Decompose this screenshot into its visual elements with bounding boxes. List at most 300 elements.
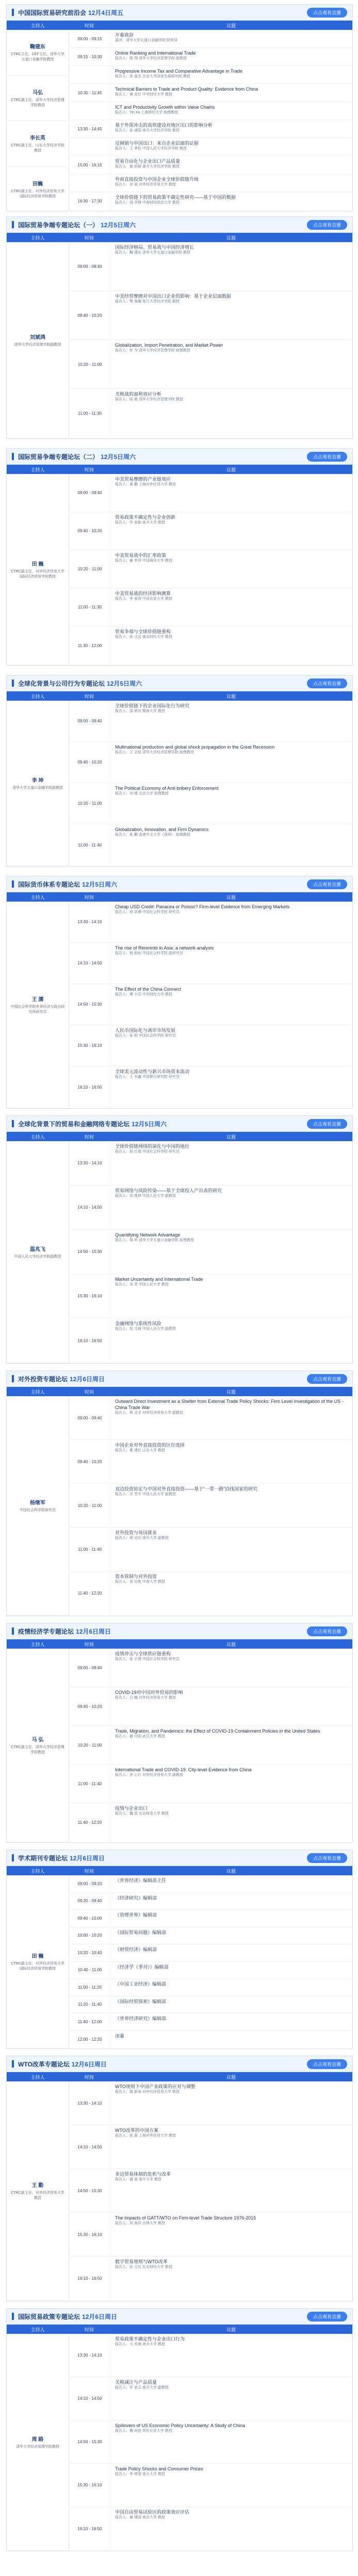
agenda-time: 14:10 - 14:50 (69, 943, 111, 984)
agenda-topic: Globalization, Innovation, and Firm Dynamics (115, 827, 209, 832)
watch-live-button[interactable]: 点击观看直播 (307, 8, 347, 18)
topic-column-header: 议题 (226, 1641, 236, 1647)
agenda-topic-cell (111, 2013, 352, 2030)
topic-column-header: 议题 (226, 1868, 236, 1874)
title-accent-bar (12, 880, 14, 888)
agenda-topic: 全球美元流动性与新兴市场资本流动 (115, 1069, 190, 1074)
column-header (7, 2072, 352, 2081)
agenda-topic: Globalization, Import Penetration, and Market Power (115, 343, 223, 348)
agenda-row (69, 701, 352, 742)
section-header (7, 217, 352, 233)
watch-live-button[interactable]: 点击观看直播 (307, 1119, 347, 1129)
watch-live-button[interactable]: 点击观看直播 (307, 1853, 347, 1863)
agenda-speaker: 报告人：张 明 中国社会科学院 研究员 (115, 1034, 176, 1038)
agenda-row (69, 783, 352, 824)
time-column-header: 时间 (84, 23, 94, 28)
forum-section (6, 216, 353, 439)
agenda-row (69, 1962, 352, 1979)
agenda-topic: 中国企业对外直接投资的区位选择 (115, 1443, 185, 1448)
agenda-speaker: 报告人：魏 浩 北京师范大学 教授 (115, 1812, 169, 1816)
chair-box (7, 902, 69, 1108)
forum-section (6, 876, 353, 1109)
agenda-topic-cell (111, 902, 352, 942)
agenda-topic-cell (111, 2081, 352, 2125)
agenda-row (69, 174, 352, 192)
section-body (7, 30, 352, 210)
watch-live-button[interactable]: 点击观看直播 (307, 679, 347, 688)
agenda-topic-cell (111, 48, 352, 65)
agenda-topic-cell (111, 1687, 352, 1725)
agenda-speaker: 报告人：刘 维林 中国人民大学 副教授 (115, 1194, 176, 1198)
agenda-topic-cell (111, 84, 352, 101)
chair-name: 杨继军 (30, 1500, 45, 1506)
section-header (7, 1850, 352, 1866)
chair-name: 王 濡 (31, 996, 44, 1003)
agenda-topic-cell (111, 2169, 352, 2212)
time-column-header: 时间 (84, 467, 94, 472)
chair-name: 温兆飞 (30, 1246, 45, 1252)
forum-section (6, 448, 353, 666)
agenda-time: 11:00 - 11:20 (69, 1979, 111, 1996)
section-date: 12月5日周六 (82, 880, 118, 888)
agenda-row (69, 1318, 352, 1363)
chair-desc: 中国社会科学院世界经济与政治研究所研究员 (10, 1005, 65, 1014)
agenda-topic: 《世界经济》编辑部主任 (115, 1878, 167, 1883)
agenda-time: 09:00 - 09:20 (69, 1875, 111, 1892)
time-column-header: 时间 (84, 1134, 94, 1140)
agenda-row (69, 1979, 352, 1996)
agenda-topic: COVID-19对中国对外贸易的影响 (115, 1690, 183, 1695)
column-header (7, 691, 352, 701)
watch-live-button[interactable]: 点击观看直播 (307, 452, 347, 462)
agenda-topic-cell (111, 550, 352, 588)
agenda-topic-cell (111, 1274, 352, 1318)
agenda-topic: 开幕致辞 (115, 32, 134, 38)
watch-live-button[interactable]: 点击观看直播 (307, 220, 347, 230)
chair-name: 王 勤 (31, 2183, 44, 2189)
agenda-topic: 双边投资协定与中国对外直接投资——基于“一带一路”沿线国家的研究 (115, 1486, 257, 1492)
agenda-row (69, 1025, 352, 1066)
agenda-topic-cell (111, 1765, 352, 1803)
agenda-topic-cell (111, 2334, 352, 2377)
agenda-time: 09:00 - 09:40 (69, 701, 111, 741)
forum-section (6, 1370, 353, 1616)
agenda-topic: 《世界经济研究》编辑部 (115, 2016, 167, 2021)
chair-column (7, 242, 69, 438)
title-accent-bar (12, 9, 14, 16)
agenda-rows (69, 701, 352, 866)
section-title (12, 1120, 167, 1128)
agenda-topic-cell (111, 2377, 352, 2420)
chair-name: 李长英 (30, 135, 45, 142)
chair-column-header: 主持人 (30, 2327, 45, 2332)
agenda-topic-cell (111, 30, 352, 47)
time-column-header: 时间 (84, 1641, 94, 1647)
agenda-row (69, 156, 352, 174)
agenda-rows (69, 1875, 352, 2048)
chair-column-header: 主持人 (30, 1389, 45, 1395)
agenda-row (69, 120, 352, 138)
section-title-text: 国际贸易争端专题论坛（二） (18, 453, 99, 461)
chair-box (7, 1396, 69, 1616)
chair-column (7, 2081, 69, 2300)
agenda-time: 11:00 - 11:40 (69, 824, 111, 866)
agenda-topic: The Impacts of GATT/WTO on Firm-level Trade Structure 1976-2015 (115, 2215, 256, 2221)
agenda-row (69, 1687, 352, 1726)
agenda-time: 09:15 - 10:30 (69, 48, 111, 65)
watch-live-button[interactable]: 点击观看直播 (307, 1626, 347, 1636)
agenda-topic-cell (111, 291, 352, 340)
section-header (7, 1623, 352, 1639)
agenda-time: 10:20 - 11:00 (69, 340, 111, 388)
agenda-time: 09:40 - 10:20 (69, 1440, 111, 1483)
agenda-speaker: 报告人：王 孝松 中国人民大学经济学院 教授 (115, 147, 187, 150)
agenda-rows (69, 30, 352, 210)
chair-column (7, 701, 69, 866)
section-header (7, 876, 352, 892)
agenda-speaker: 报告人：谢 申祥 中国海洋大学 教授 (115, 559, 172, 563)
agenda-topic-cell (111, 120, 352, 138)
agenda-speaker: 报告人：刘 斌 对外经济贸易大学 教授 (115, 183, 176, 187)
agenda-topic: 数字贸易规则与WTO改革 (115, 2259, 168, 2264)
agenda-row (69, 2081, 352, 2125)
agenda-speaker: 报告人：孙 玉红 东北财经大学 教授 (115, 2265, 172, 2269)
agenda-topic: Progressive Income Tax and Comparative Advantage in Trade (115, 69, 242, 74)
agenda-speaker: 报告人：赵 文琦 中国人民大学 副教授 (115, 1327, 176, 1331)
agenda-speaker: 报告人：王 有鑫 中国银行研究院 研究员 (115, 1075, 180, 1079)
agenda-topic: 关税战的福利效应分析 (115, 392, 162, 397)
agenda-topic: Trade Policy Shocks and Consumer Prices (115, 2466, 203, 2471)
agenda-topic: The rise of Renminbi in Asia: a network analysis (115, 945, 214, 951)
agenda-topic: Outward Direct Investment as a Shelter from External Trade Policy Shocks: Firm Level Investigation of the US - China Trade War (115, 1399, 344, 1410)
forum-section (6, 4, 353, 211)
agenda-time: 14:50 - 15:30 (69, 2420, 111, 2463)
agenda-topic: 中美经贸摩擦对中国出口企业的影响：基于企业层面数据 (115, 294, 232, 299)
agenda-topic-cell (111, 102, 352, 120)
section-header (7, 5, 352, 21)
agenda-speaker: 报告人：李 坤望 南开大学 教授 (115, 2472, 165, 2476)
forum-section (6, 1623, 353, 1843)
agenda-topic-cell (111, 783, 352, 824)
agenda-row (69, 2213, 352, 2257)
column-header (7, 233, 352, 242)
agenda-time: 11:30 - 12:00 (69, 626, 111, 665)
agenda-topic-cell (111, 2125, 352, 2168)
chair-desc: CTRC副主任，对外经济贸易大学国际经济贸易学院教授 (11, 569, 64, 579)
agenda-rows (69, 1649, 352, 1842)
agenda-row (69, 1230, 352, 1274)
section-date: 12月6日周日 (71, 2060, 107, 2068)
agenda-speaker: 报告人：杨 盼盼 中国社会科学院 副研究员 (115, 952, 183, 955)
agenda-topic-cell (111, 1230, 352, 1274)
section-title-text: 国际贸易争端专题论坛（一） (18, 221, 99, 229)
agenda-row (69, 512, 352, 550)
agenda-topic-cell (111, 1803, 352, 1842)
agenda-topic: 疫情冲击与全球供应链重构 (115, 1651, 171, 1656)
chair-box (7, 76, 69, 122)
agenda-time (69, 66, 111, 83)
agenda-time: 14:10 - 14:50 (69, 1185, 111, 1229)
agenda-topic: 《经济学（季刊）》编辑部 (115, 1964, 169, 1970)
agenda-row (69, 2013, 352, 2031)
agenda-time: 13:30 - 14:45 (69, 120, 111, 138)
agenda-topic: 贸易争端与全球价值链重构 (115, 629, 171, 634)
section-title (12, 1375, 105, 1383)
agenda-topic: Trade, Migration, and Pandemics: the Effect of COVID-19 Containment Policies in the United States (115, 1728, 320, 1734)
agenda-speaker: 报告人：张 磊 上海对外经贸大学 教授 (115, 2134, 176, 2138)
section-title (12, 1627, 111, 1636)
agenda-topic-cell (111, 512, 352, 550)
agenda-topic: 《经济研究》编辑部 (115, 1895, 157, 1901)
agenda-row (69, 2377, 352, 2420)
agenda-topic-cell (111, 824, 352, 866)
section-body (7, 474, 352, 665)
agenda-time: 13:30 - 14:10 (69, 902, 111, 942)
chair-name: 刘斌鸿 (30, 334, 45, 341)
agenda-topic: International Trade and COVID-19: City-level Evidence from China (115, 1767, 252, 1772)
section-date: 12月6日周日 (70, 1854, 105, 1862)
agenda-topic-cell (111, 1927, 352, 1944)
agenda-row (69, 340, 352, 389)
forum-section (6, 675, 353, 867)
watch-live-button[interactable]: 点击观看直播 (307, 2059, 347, 2069)
agenda-speaker: 报告人：张 鹏 香港中文大学（深圳） 助理教授 (115, 833, 190, 837)
agenda-speaker: 报告人：鞠 建东 清华大学五道口金融学院 教授 (115, 251, 190, 255)
agenda-topic-cell (111, 1141, 352, 1185)
agenda-time: 11:40 - 12:00 (69, 2013, 111, 2030)
agenda-topic: 中国自由贸易试验区的政策效应评估 (115, 2510, 190, 2515)
agenda-speaker: 报告人：张 宇燕 中国社会科学院 研究员 (115, 1657, 180, 1661)
agenda-row (69, 2031, 352, 2048)
agenda-time: 16:10 - 16:50 (69, 1318, 111, 1363)
section-title (12, 452, 136, 461)
chair-column (7, 1396, 69, 1615)
agenda-topic-cell (111, 1066, 352, 1108)
agenda-rows (69, 1396, 352, 1615)
agenda-topic: WTO规则下中国产业政策的应对与调整 (115, 2084, 196, 2089)
watch-live-button[interactable]: 点击观看直播 (307, 879, 347, 889)
agenda-topic-cell (111, 1875, 352, 1892)
agenda-row (69, 48, 352, 66)
chair-desc: CTRC副主任，对外经济贸易大学国际经济贸易学院教授 (11, 189, 64, 198)
agenda-time: 13:30 - 14:10 (69, 2081, 111, 2125)
agenda-topic-cell (111, 626, 352, 665)
agenda-time: 15:00 - 16:15 (69, 156, 111, 174)
agenda-topic-cell (111, 242, 352, 291)
agenda-row (69, 1927, 352, 1945)
agenda-topic-cell (111, 1185, 352, 1229)
section-title-text: 全球化背景下的贸易和金融网络专题论坛 (18, 1120, 130, 1128)
chair-name: 田 巍 (31, 561, 44, 567)
agenda-rows (69, 242, 352, 438)
agenda-row (69, 1396, 352, 1440)
agenda-topic-cell (111, 66, 352, 83)
agenda-row (69, 1944, 352, 1962)
agenda-time: 11:00 - 11:30 (69, 588, 111, 626)
agenda-time: 09:00 - 09:40 (69, 1396, 111, 1439)
agenda-time: 09:40 - 10:20 (69, 291, 111, 340)
agenda-row (69, 588, 352, 626)
title-accent-bar (12, 680, 14, 687)
agenda-time: 09:00 - 09:40 (69, 242, 111, 291)
agenda-row (69, 1803, 352, 1842)
agenda-topic: 人民币国际化与离岸市场发展 (115, 1028, 176, 1033)
column-header (7, 1866, 352, 1875)
chair-column (7, 1875, 69, 2048)
chair-desc: CTRC副主任，清华大学经济管理学院教授 (11, 1745, 64, 1754)
agenda-topic-cell (111, 1318, 352, 1363)
agenda-speaker: 报告人：Yin Xu 上海财经大学 助理教授 (115, 111, 178, 114)
agenda-time: 10:30 - 11:45 (69, 84, 111, 101)
section-title-text: 国际货币体系专题论坛 (18, 880, 80, 888)
watch-live-button[interactable]: 点击观看直播 (307, 1374, 347, 1384)
agenda-topic: WTO改革的中国方案 (115, 2128, 158, 2133)
agenda-speaker: 报告人：刘 海洋 吉林大学 教授 (115, 2222, 165, 2225)
agenda-speaker: 报告人：綦 建红 山东大学 教授 (115, 1449, 165, 1452)
time-column-header: 时间 (84, 1389, 94, 1395)
section-body (7, 1396, 352, 1615)
chair-box (7, 2334, 69, 2551)
agenda-topic: 疫情与企业出口 (115, 1806, 148, 1811)
topic-column-header: 议题 (226, 235, 236, 241)
agenda-row (69, 1571, 352, 1615)
agenda-rows (69, 902, 352, 1108)
agenda-speaker: 报告人：周 昕 清华大学五道口金融学院 助理教授 (115, 1239, 194, 1242)
title-accent-bar (12, 1628, 14, 1635)
agenda-time: 14:50 - 15:30 (69, 984, 111, 1025)
section-body (7, 1875, 352, 2048)
agenda-rows (69, 2081, 352, 2300)
agenda-time (69, 102, 111, 120)
section-header (7, 2309, 352, 2325)
topic-column-header: 议题 (226, 1134, 236, 1140)
agenda-topic: 闭幕 (115, 2033, 125, 2039)
chair-column-header: 主持人 (30, 1134, 45, 1140)
agenda-speaker: 报告人：孙 文远 南京财经大学 教授 (115, 635, 172, 639)
chair-desc: 清华大学经济管理学院教授 (16, 2445, 59, 2449)
agenda-speaker: 报告人：余 心玎 对外经济贸易大学 副教授 (115, 1773, 183, 1777)
agenda-topic: Online Ranking and International Trade (115, 50, 196, 56)
agenda-time: 11:40 - 12:20 (69, 1571, 111, 1615)
agenda-time: 15:30 - 16:10 (69, 2213, 111, 2256)
chair-box (7, 121, 69, 167)
agenda-time: 10:20 - 11:00 (69, 783, 111, 824)
agenda-topic: 《管理世界》编辑部 (115, 1912, 157, 1918)
agenda-row (69, 389, 352, 438)
chair-desc: 清华大学五道口金融学院副教授 (12, 786, 63, 790)
agenda-row (69, 1875, 352, 1893)
topic-column-header: 议题 (226, 2074, 236, 2080)
column-header (7, 21, 352, 30)
agenda-topic-cell (111, 2420, 352, 2463)
chair-desc: CTRC副主任，清华大学经济管理学院教授 (11, 98, 64, 107)
section-header (7, 675, 352, 691)
section-date: 12月6日周日 (70, 1375, 105, 1383)
topic-column-header: 议题 (226, 894, 236, 900)
agenda-topic-cell (111, 1396, 352, 1439)
agenda-speaker: 报告人：钱 学锋 中南财经政法大学 教授 (115, 201, 180, 205)
topic-column-header: 议题 (226, 23, 236, 28)
section-body (7, 242, 352, 438)
watch-live-button[interactable]: 点击观看直播 (307, 2312, 347, 2321)
agenda-topic: The Political Economy of Anti-bribery Enforcement (115, 786, 219, 791)
section-body (7, 2081, 352, 2300)
agenda-speaker: 报告人：陈 翔 清华大学经济管理学院 副教授 (115, 57, 187, 60)
section-title-text: 对外投资专题论坛 (18, 1375, 68, 1383)
agenda-row (69, 192, 352, 210)
chair-column-header: 主持人 (30, 693, 45, 699)
agenda-speaker: 报告人：王 志恒 清华大学经济管理学院 助理教授 (115, 751, 194, 754)
agenda-topic: 贸易政策不确定性与企业出口行为 (115, 2336, 185, 2342)
agenda-topic-cell (111, 701, 352, 741)
agenda-row (69, 626, 352, 665)
agenda-topic-cell (111, 943, 352, 984)
agenda-topic-cell (111, 1440, 352, 1483)
agenda-row (69, 1141, 352, 1185)
section-title (12, 1854, 105, 1862)
forum-section (6, 1115, 353, 1364)
section-title (12, 2312, 117, 2321)
section-title-text: 中国国际贸易研究前沿会 (18, 9, 87, 16)
agenda-time: 16:30 - 17:30 (69, 192, 111, 210)
agenda-row (69, 66, 352, 84)
section-date: 12月6日周日 (82, 2313, 118, 2320)
agenda-topic-cell (111, 2464, 352, 2506)
agenda-row (69, 943, 352, 984)
agenda-time: 09:40 - 10:00 (69, 1910, 111, 1927)
time-column-header: 时间 (84, 235, 94, 241)
agenda-topic-cell (111, 2031, 352, 2048)
chair-box (7, 30, 69, 76)
title-accent-bar (12, 221, 14, 228)
agenda-topic-cell (111, 1528, 352, 1571)
title-accent-bar (12, 1375, 14, 1382)
section-title-text: WTO改革专题论坛 (18, 2060, 70, 2068)
agenda-row (69, 2257, 352, 2300)
agenda-topic: Quantifying Network Advantage (115, 1232, 181, 1238)
agenda-topic: 金融网络与系统性风险 (115, 1321, 162, 1326)
section-date: 12月6日周日 (76, 1628, 111, 1635)
agenda-row (69, 1528, 352, 1571)
agenda-speaker: 报告人：蒋 冠宏 南开大学 副教授 (115, 1536, 169, 1540)
chair-box (7, 242, 69, 438)
agenda-time: 16:10 - 16:50 (69, 2507, 111, 2550)
agenda-speaker: 报告人：谭 小芬 中央财经大学 教授 (115, 993, 172, 996)
agenda-speaker: 报告人：孙 浦阳 南开大学经济学院 教授 (115, 129, 180, 132)
section-body (7, 902, 352, 1108)
chair-column (7, 1141, 69, 1363)
agenda-time: 10:00 - 10:20 (69, 1927, 111, 1944)
title-accent-bar (12, 2313, 14, 2320)
chair-box (7, 1141, 69, 1363)
agenda-row (69, 1893, 352, 1910)
chair-box (7, 474, 69, 665)
section-title (12, 880, 117, 889)
agenda-topic: 关税减让与产品质量 (115, 2380, 157, 2385)
section-header (7, 1371, 352, 1387)
time-column-header: 时间 (84, 894, 94, 900)
section-title-text: 全球化背景与公司行为专题论坛 (18, 680, 105, 687)
agenda-time: 11:20 - 11:40 (69, 1996, 111, 2013)
agenda-row (69, 1440, 352, 1484)
agenda-topic-cell (111, 1571, 352, 1615)
agenda-row (69, 2464, 352, 2507)
chair-box (7, 2081, 69, 2301)
agenda-time: 10:20 - 10:40 (69, 1944, 111, 1961)
section-date: 12月5日周六 (132, 1120, 167, 1128)
agenda-speaker: 报告人：盛 斌 南开大学 教授 (115, 2178, 161, 2181)
agenda-time: 10:40 - 11:00 (69, 1962, 111, 1979)
